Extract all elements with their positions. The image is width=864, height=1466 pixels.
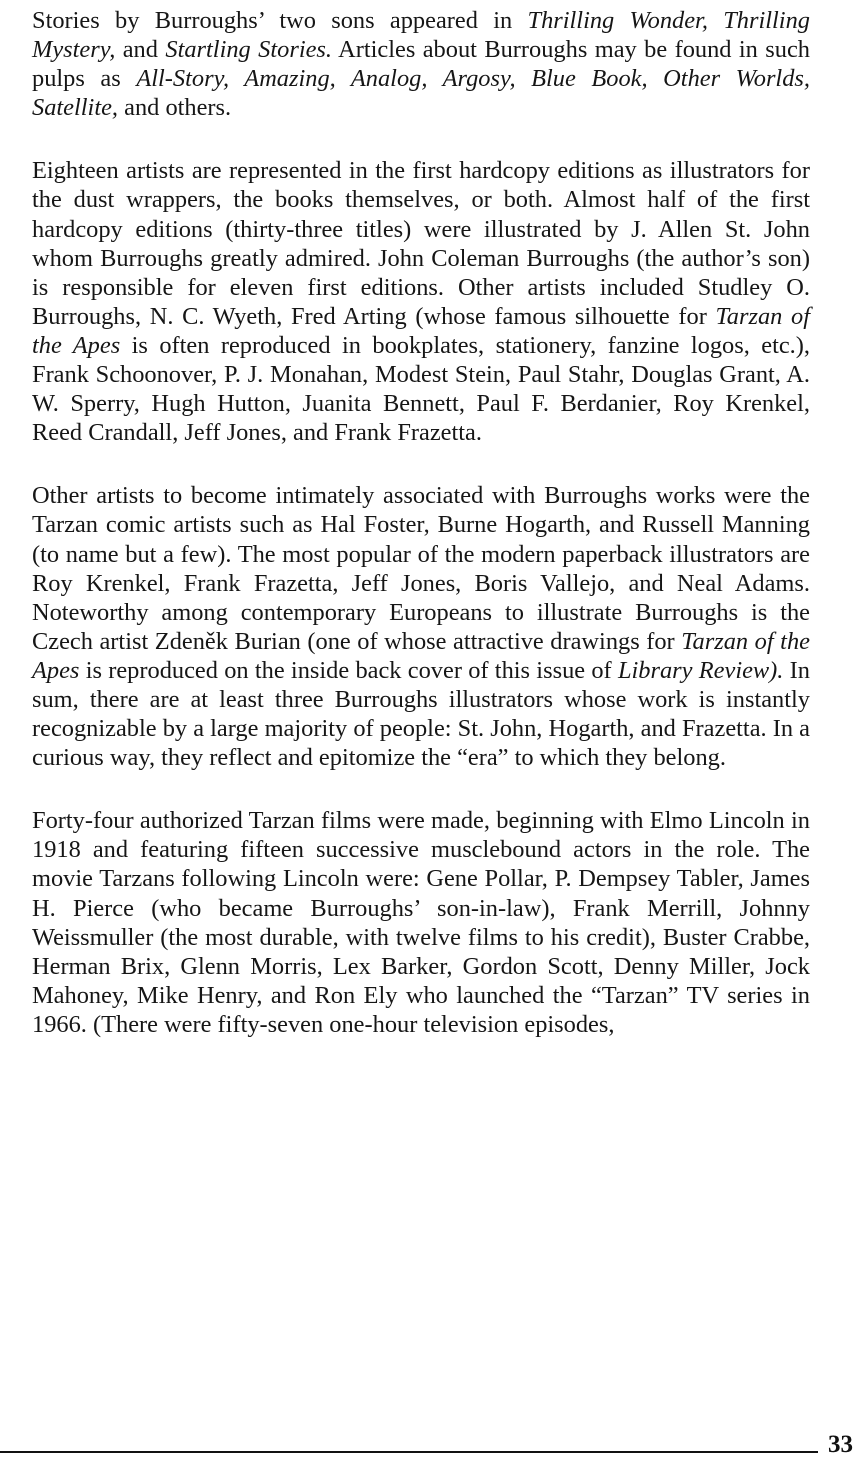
footer-rule <box>0 1451 818 1453</box>
paragraph-hardcopy-artists <box>32 156 810 447</box>
paragraph-tarzan-films <box>32 806 810 1039</box>
text-run: is often reproduced in bookplates, stationery, fanzine logos, etc.), Frank Schoonover, P. J. Monahan, Modest Stein, Paul Stahr, Douglas Grant, A. W. Sperry, Hugh Hutton, Juanita Bennett, Paul F. Berdanier, Roy Krenkel, Reed Crandall, Jeff Jones, and Frank Frazetta. <box>32 331 810 447</box>
text-run: Eighteen artists are represented in the first hardcopy editions as illustrators for the dust wrappers, the books themselves, or both. Almost half of the first hardcopy editions (thirty-three titles) were illustrated by J. Allen St. John whom Burroughs greatly admired. John Coleman Burroughs (the author’s son) is responsible for eleven first editions. Other artists included Studley O. Burroughs, N. C. Wyeth, Fred Arting (whose famous silhouette for <box>32 157 810 330</box>
text-run: and others. <box>118 94 232 122</box>
italic-title-run: Library Review). <box>617 656 784 684</box>
italic-title-run: Thrilling Wonder, Thrilling Mystery, <box>32 7 810 64</box>
italic-title-run: Tarzan of the Apes <box>32 302 811 359</box>
italic-title-run: All-Story, Amazing, Analog, Argosy, Blue Book, Other Worlds, Satellite, <box>32 65 810 122</box>
text-run: In sum, there are at least three Burroughs illustrators whose work is instantly recognizable by a large majority of people: St. John, Hogarth, and Frazetta. In a curious way, they reflect and epitomize the “era” to which they belong. <box>32 656 810 772</box>
text-run: Other artists to become intimately associated with Burroughs works were the Tarzan comic artists such as Hal Foster, Burne Hogarth, and Russell Manning (to name but a few). The most popular of the modern paperback illustrators are Roy Krenkel, Frank Frazetta, Jeff Jones, Boris Vallejo, and Neal Adams. Noteworthy among contemporary Europeans to illustrate Burroughs is the Czech artist Zdeněk Burian (one of whose attractive drawings for <box>32 482 810 655</box>
italic-title-run: Tarzan of the Apes <box>32 627 810 684</box>
page-body <box>32 6 810 1073</box>
text-run: and <box>115 36 166 64</box>
paragraph-comic-and-paperback-artists <box>32 481 810 772</box>
text-run: Articles about Burroughs may be found in such pulps as <box>32 36 810 93</box>
text-run: Stories by Burroughs’ two sons appeared in <box>32 7 528 34</box>
text-run: is reproduced on the inside back cover of this issue of <box>79 656 618 684</box>
paragraph-pulps <box>32 6 810 122</box>
page-number: 33 <box>828 1431 853 1458</box>
text-run: Forty-four authorized Tarzan films were made, beginning with Elmo Lincoln in 1918 and featuring fifteen successive musclebound actors in the role. The movie Tarzans following Lincoln were: Gene Pollar, P. Dempsey Tabler, James H. Pierce (who became Burroughs’ son-in-law), Frank Merrill, Johnny Weissmuller (the most durable, with twelve films to his credit), Buster Crabbe, Herman Brix, Glenn Morris, Lex Barker, Gordon Scott, Denny Miller, Jock Mahoney, Mike Henry, and Ron Ely who launched the “Tarzan” TV series in 1966. (There were fifty-seven one-hour television episodes, <box>32 807 810 1038</box>
italic-title-run: Startling Stories. <box>165 36 333 64</box>
